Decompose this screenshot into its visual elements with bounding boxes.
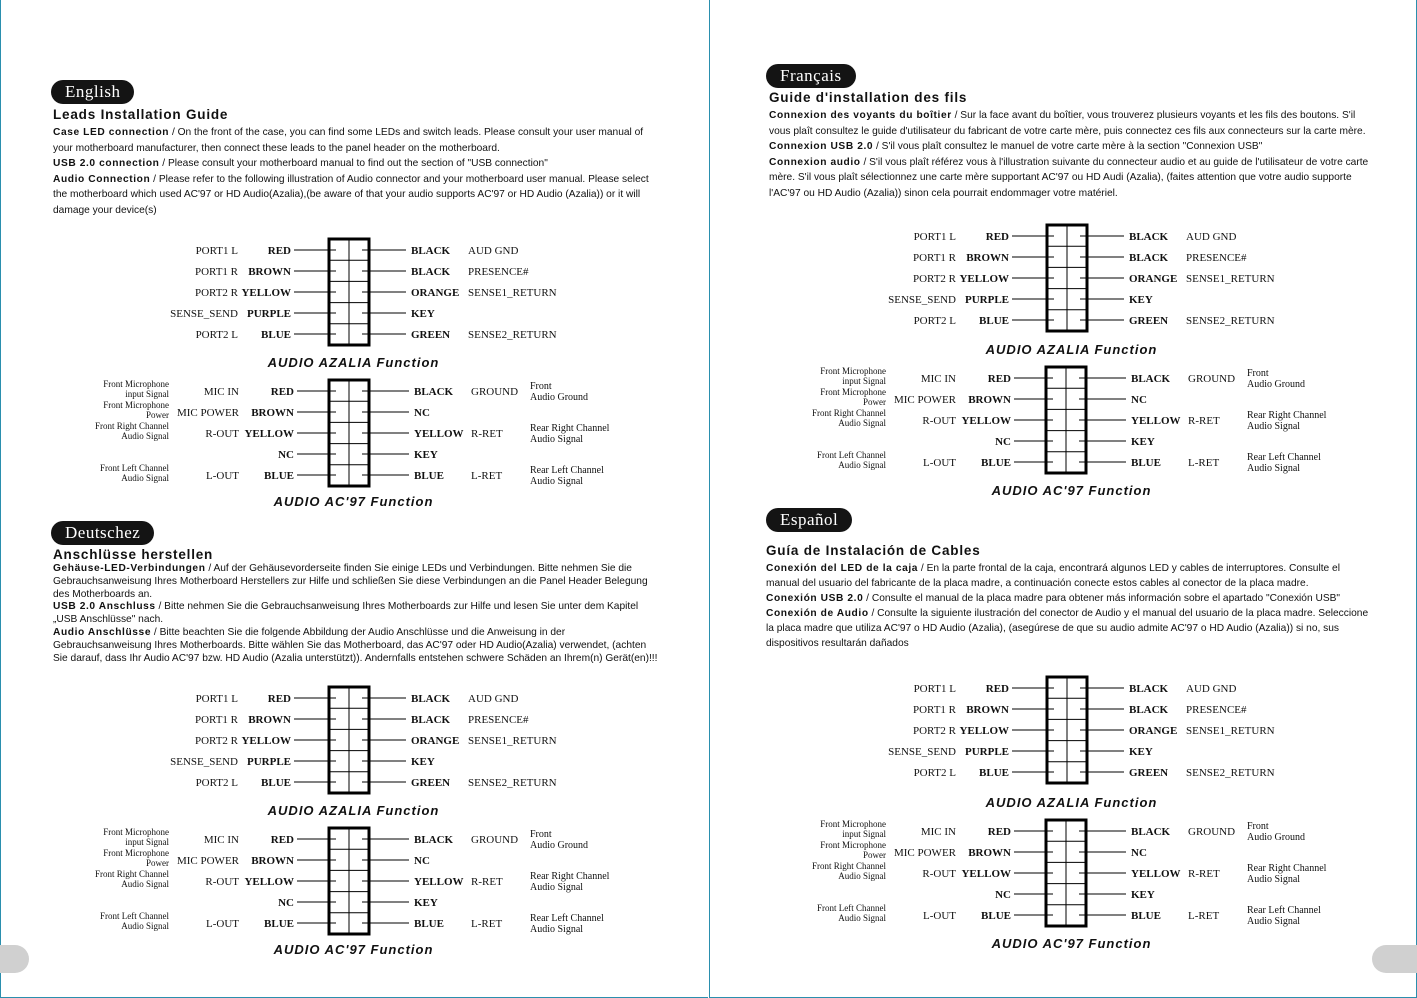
pin-description: Front Microphone (103, 827, 169, 837)
port-label: PORT1 R (912, 704, 956, 716)
port-label: MIC POWER (176, 407, 239, 419)
wire-color-right: BLACK (1129, 683, 1169, 695)
page-number-tab (0, 945, 29, 973)
pin-description: Audio Signal (838, 913, 886, 923)
section-label-english: English (51, 80, 134, 104)
wire-color-right: BLACK (414, 834, 454, 846)
wire-color-left: BLUE (981, 910, 1011, 922)
wire-color-right: GREEN (411, 777, 451, 789)
deutsch-para-led (53, 563, 659, 601)
pin-description: Audio Signal (530, 882, 584, 893)
port-label: SENSE_SEND (170, 308, 238, 320)
para-head: Conexión USB 2.0 (766, 593, 864, 604)
pin-description: Rear Right Channel (1247, 410, 1327, 421)
signal-label: SENSE2_RETURN (1186, 767, 1275, 779)
section-label-espanol: Español (766, 508, 852, 532)
ac97-diagram (778, 365, 1327, 485)
signal-label: SENSE1_RETURN (1186, 725, 1275, 737)
wire-color-right: BLACK (414, 386, 454, 398)
azalia-diagram (166, 685, 686, 805)
para-head: Case LED connection (53, 127, 170, 138)
deutsch-para-audio (53, 627, 659, 665)
port-label: PORT1 L (913, 231, 956, 243)
port-label: PORT1 L (195, 693, 238, 705)
wire-color-right: KEY (1129, 746, 1153, 758)
wire-color-left: NC (278, 449, 294, 461)
wire-color-left: YELLOW (959, 273, 1009, 285)
pin-description: Front Left Channel (100, 463, 169, 473)
section-title-english: Leads Installation Guide (53, 107, 229, 122)
signal-label: GROUND (471, 386, 519, 398)
port-label: PORT2 R (194, 735, 238, 747)
wire-color-left: NC (995, 436, 1011, 448)
signal-label: SENSE1_RETURN (1186, 273, 1275, 285)
pin-description: Power (863, 850, 886, 860)
port-label: L-OUT (923, 910, 956, 922)
signal-label: L-RET (1188, 910, 1220, 922)
wire-color-left: YELLOW (961, 868, 1011, 880)
pin-description: Audio Signal (1247, 874, 1301, 885)
port-label: R-OUT (205, 428, 239, 440)
wire-color-left: YELLOW (961, 415, 1011, 427)
pin-description: Front Right Channel (95, 869, 169, 879)
wire-color-left: BROWN (966, 704, 1009, 716)
wire-color-right: BLACK (1131, 826, 1171, 838)
pin-description: Front Left Channel (100, 911, 169, 921)
wire-color-right: BLACK (1129, 704, 1169, 716)
port-label: L-OUT (206, 470, 239, 482)
signal-label: PRESENCE# (1186, 704, 1247, 716)
signal-label: GROUND (1188, 826, 1236, 838)
espanol-para-audio (766, 606, 1372, 651)
ac97-caption: AUDIO AC'97 Function (273, 494, 434, 509)
pin-description: Power (863, 397, 886, 407)
para-body: / Bitte nehmen Sie die Gebrauchsanweisung Ihres Motherboards zur Hilfe und lesen Sie unter dem Kapitel „USB Anschlüsse" nach. (53, 601, 639, 626)
wire-color-right: NC (1131, 394, 1147, 406)
wire-color-left: BROWN (966, 252, 1009, 264)
left-page (0, 0, 708, 998)
para-head: Conexión del LED de la caja (766, 563, 919, 574)
wire-color-right: YELLOW (414, 876, 464, 888)
wire-color-right: ORANGE (411, 735, 460, 747)
espanol-para-led (766, 561, 1372, 591)
pin-description: Audio Signal (838, 418, 886, 428)
port-label: MIC IN (920, 826, 956, 838)
wire-color-left: YELLOW (241, 735, 291, 747)
para-head: Conexión de Audio (766, 608, 869, 619)
ac97-diagram (778, 818, 1327, 938)
wire-color-right: ORANGE (411, 287, 460, 299)
port-label: R-OUT (205, 876, 239, 888)
pin-description: Front Left Channel (817, 450, 886, 460)
pin-description: Front Microphone (820, 366, 886, 376)
wire-color-right: KEY (1131, 436, 1155, 448)
ac97-svg (778, 365, 1358, 485)
wire-color-left: BLUE (261, 329, 291, 341)
wire-color-left: RED (987, 373, 1011, 385)
azalia-diagram (884, 223, 1404, 343)
pin-description: Front Microphone (103, 848, 169, 858)
pin-description: Audio Signal (121, 431, 169, 441)
section-title-deutsch: Anschlüsse herstellen (53, 547, 214, 562)
azalia-diagram (166, 237, 686, 357)
azalia-svg (166, 237, 686, 357)
wire-color-right: KEY (411, 308, 435, 320)
ac97-caption: AUDIO AC'97 Function (991, 483, 1152, 498)
port-label: PORT1 R (194, 714, 238, 726)
port-label: PORT2 L (913, 315, 956, 327)
wire-color-right: YELLOW (1131, 868, 1181, 880)
pin-description: Rear Right Channel (530, 423, 610, 434)
wire-color-left: RED (987, 826, 1011, 838)
right-page (709, 0, 1417, 998)
english-para-case-led (53, 125, 653, 156)
para-body: / En la parte frontal de la caja, encontrará algunos LED y cables de interruptores. Consulte el manual del usuario del fabricante de la placa madre, a continuación conecte estos cables al conector de la placa madre. (766, 563, 1340, 589)
para-head: Audio Anschlüsse (53, 626, 152, 638)
espanol-para-usb (766, 591, 1372, 606)
pin-description: Front Microphone (820, 840, 886, 850)
pin-description: Audio Signal (121, 473, 169, 483)
port-label: SENSE_SEND (888, 294, 956, 306)
wire-color-right: KEY (1129, 294, 1153, 306)
pin-description: Front Right Channel (95, 421, 169, 431)
pin-description: Audio Signal (838, 460, 886, 470)
para-head: Connexion audio (769, 156, 861, 168)
wire-color-left: BROWN (251, 855, 294, 867)
port-label: SENSE_SEND (170, 756, 238, 768)
wire-color-right: GREEN (1129, 767, 1169, 779)
pin-description: Audio Signal (121, 921, 169, 931)
signal-label: PRESENCE# (468, 266, 529, 278)
wire-color-left: RED (985, 683, 1009, 695)
signal-label: PRESENCE# (1186, 252, 1247, 264)
wire-color-left: YELLOW (244, 876, 294, 888)
pin-description: Front (530, 381, 552, 392)
wire-color-left: BROWN (968, 847, 1011, 859)
pin-description: Audio Signal (530, 476, 584, 487)
para-body: / Consulte la siguiente ilustración del conector de Audio y el manual del usuario de la placa madre. Seleccione la placa madre que utiliza AC'97 o HD Audio (Azalia), (asegúrese de que su audio admite AC'97 o HD Audio (Azalia)) si no, sus dispositivos resultarán dañados (766, 608, 1369, 649)
port-label: R-OUT (922, 868, 956, 880)
para-body: / Sur la face avant du boîtier, vous trouverez plusieurs voyants et les fils des boutons. S'il vous plaît consultez le guide d'utilisateur du fabricant de votre carte mère, puis connectez ces fils aux connecteurs sur la carte mère. (769, 110, 1366, 137)
wire-color-left: PURPLE (965, 294, 1009, 306)
pin-description: input Signal (842, 829, 886, 839)
pin-description: Front Microphone (103, 400, 169, 410)
francais-para-audio (769, 155, 1369, 202)
pin-description: Front Microphone (820, 387, 886, 397)
port-label: MIC POWER (176, 855, 239, 867)
pin-description: Rear Left Channel (530, 465, 604, 476)
port-label: PORT2 L (195, 777, 238, 789)
pin-description: Audio Signal (530, 434, 584, 445)
para-body: / Please refer to the following illustration of Audio connector and your motherboard user manual. Please select the motherboard which used AC'97 or HD Audio(Azalia),(be aware of that your audio supports AC'97 or HD Audio (Azalia)) or it will damage your device(s) (53, 173, 649, 216)
wire-color-right: BLACK (411, 714, 451, 726)
signal-label: L-RET (471, 470, 503, 482)
port-label: PORT2 R (912, 273, 956, 285)
port-label: SENSE_SEND (888, 746, 956, 758)
wire-color-left: YELLOW (241, 287, 291, 299)
wire-color-right: KEY (414, 449, 438, 461)
wire-color-right: BLACK (411, 266, 451, 278)
wire-color-right: KEY (414, 897, 438, 909)
wire-color-left: PURPLE (965, 746, 1009, 758)
azalia-svg (884, 675, 1404, 795)
port-label: MIC POWER (893, 847, 956, 859)
wire-color-left: BROWN (968, 394, 1011, 406)
signal-label: SENSE2_RETURN (468, 777, 557, 789)
wire-color-left: BLUE (264, 470, 294, 482)
pin-description: input Signal (842, 376, 886, 386)
pin-description: Power (146, 858, 169, 868)
deutsch-body (53, 563, 659, 665)
wire-color-left: RED (270, 834, 294, 846)
wire-color-right: BLACK (411, 245, 451, 257)
pin-description: Audio Signal (1247, 421, 1301, 432)
signal-label: SENSE2_RETURN (1186, 315, 1275, 327)
wire-color-left: RED (985, 231, 1009, 243)
wire-color-right: KEY (1131, 889, 1155, 901)
pin-description: Power (146, 410, 169, 420)
wire-color-right: BLUE (1131, 457, 1161, 469)
para-head: Connexion USB 2.0 (769, 141, 874, 153)
wire-color-right: GREEN (1129, 315, 1169, 327)
para-body: / On the front of the case, you can find some LEDs and switch leads. Please consult your user manual of your motherboard manufacturer, then connect these leads to the panel header on the motherboard. (53, 127, 644, 154)
wire-color-right: NC (1131, 847, 1147, 859)
page-number-tab (1372, 945, 1417, 973)
pin-description: Audio Ground (1247, 832, 1306, 843)
pin-description: Audio Signal (530, 924, 584, 935)
pin-description: Audio Signal (1247, 463, 1301, 474)
signal-label: R-RET (1188, 868, 1220, 880)
pin-description: input Signal (125, 389, 169, 399)
pin-description: input Signal (125, 837, 169, 847)
wire-color-left: NC (995, 889, 1011, 901)
section-label-deutsch: Deutschez (51, 521, 154, 545)
para-body: / S'il vous plaît référez vous à l'illustration suivante du connecteur audio et au guide de l'utilisateur de votre carte mère. S'il vous plaît sélectionnez une carte mère supportant AC'97 ou HD Audi (Azalia), (faites attention que votre audio supporte l'AC'97 ou HD Audio (Azalia)) sinon cela pourrait endommager votre matériel. (769, 156, 1369, 199)
azalia-caption: AUDIO AZALIA Function (267, 803, 440, 818)
wire-color-left: BLUE (264, 918, 294, 930)
section-title-espanol: Guía de Instalación de Cables (766, 543, 981, 558)
port-label: PORT2 R (194, 287, 238, 299)
pin-description: Front (1247, 821, 1269, 832)
port-label: PORT1 L (195, 245, 238, 257)
pin-description: Audio Ground (1247, 379, 1306, 390)
port-label: PORT1 R (194, 266, 238, 278)
pin-description: Audio Signal (1247, 916, 1301, 927)
francais-para-led (769, 108, 1369, 139)
ac97-svg (778, 818, 1358, 938)
port-label: MIC IN (920, 373, 956, 385)
pin-description: Audio Signal (121, 879, 169, 889)
azalia-caption: AUDIO AZALIA Function (985, 795, 1158, 810)
azalia-diagram (884, 675, 1404, 795)
wire-color-left: PURPLE (247, 756, 291, 768)
para-body: / Auf der Gehäusevorderseite finden Sie einige LEDs und Verbindungen. Bitte nehmen Sie die Gebrauchsanweisung Ihres Motherboard Herstellers zur Hilfe und schließen Sie diese Verbindungen an die Panel Header Belegung des Motherboards an. (53, 563, 648, 600)
wire-color-right: NC (414, 855, 430, 867)
wire-color-left: BLUE (979, 767, 1009, 779)
para-body: / Please consult your motherboard manual to find out the section of "USB connection" (159, 158, 548, 170)
wire-color-right: ORANGE (1129, 273, 1178, 285)
pin-description: Rear Right Channel (530, 871, 610, 882)
azalia-svg (166, 685, 686, 805)
wire-color-right: BLACK (1129, 252, 1169, 264)
section-label-francais: Français (766, 64, 856, 88)
section-title-francais: Guide d'installation des fils (769, 90, 968, 105)
para-head: Connexion des voyants du boîtier (769, 110, 952, 121)
wire-color-right: ORANGE (1129, 725, 1178, 737)
port-label: PORT1 R (912, 252, 956, 264)
port-label: PORT2 L (913, 767, 956, 779)
wire-color-left: RED (270, 386, 294, 398)
pin-description: Audio Signal (838, 871, 886, 881)
pin-description: Audio Ground (530, 840, 589, 851)
pin-description: Front (1247, 368, 1269, 379)
para-head: USB 2.0 connection (53, 158, 160, 170)
wire-color-left: YELLOW (244, 428, 294, 440)
para-body: / S'il vous plaît consultez le manuel de votre carte mère à la section "Connexion USB" (873, 141, 1263, 153)
signal-label: R-RET (1188, 415, 1220, 427)
signal-label: R-RET (471, 428, 503, 440)
francais-body (769, 108, 1369, 202)
wire-color-left: RED (267, 245, 291, 257)
pin-description: Front (530, 829, 552, 840)
wire-color-right: BLUE (414, 918, 444, 930)
ac97-caption: AUDIO AC'97 Function (991, 936, 1152, 951)
port-label: PORT2 L (195, 329, 238, 341)
signal-label: GROUND (471, 834, 519, 846)
port-label: L-OUT (206, 918, 239, 930)
signal-label: SENSE2_RETURN (468, 329, 557, 341)
wire-color-right: GREEN (411, 329, 451, 341)
wire-color-right: YELLOW (414, 428, 464, 440)
signal-label: GROUND (1188, 373, 1236, 385)
para-head: Gehäuse-LED-Verbindungen (53, 563, 206, 574)
port-label: R-OUT (922, 415, 956, 427)
wire-color-left: BLUE (981, 457, 1011, 469)
wire-color-right: BLACK (1129, 231, 1169, 243)
ac97-svg (61, 378, 641, 498)
signal-label: AUD GND (468, 693, 519, 705)
port-label: L-OUT (923, 457, 956, 469)
pin-description: Front Right Channel (812, 408, 886, 418)
port-label: MIC IN (203, 834, 239, 846)
ac97-svg (61, 826, 641, 946)
signal-label: R-RET (471, 876, 503, 888)
english-para-audio (53, 172, 653, 219)
pin-description: Rear Left Channel (1247, 452, 1321, 463)
wire-color-left: RED (267, 693, 291, 705)
port-label: PORT1 L (913, 683, 956, 695)
english-body (53, 125, 653, 219)
wire-color-left: NC (278, 897, 294, 909)
wire-color-right: YELLOW (1131, 415, 1181, 427)
pin-description: Rear Right Channel (1247, 863, 1327, 874)
signal-label: L-RET (471, 918, 503, 930)
signal-label: L-RET (1188, 457, 1220, 469)
para-head: USB 2.0 Anschluss (53, 601, 156, 613)
signal-label: SENSE1_RETURN (468, 735, 557, 747)
para-body: / Bitte beachten Sie die folgende Abbildung der Audio Anschlüsse und die Anweisung in der Gebrauchsanweisung Ihres Motherboards. Bitte wählen Sie das Motherboard, das AC'97 oder HD Audio(Azalia) verwendet, (achten Sie darauf, dass Ihr Audio AC'97 bzw. HD Audio (Azalia unterstützt)). Andernfalls entstehen schwere Schäden an Ihrem(n) Gerät(en)!!! (53, 626, 658, 664)
pin-description: Rear Left Channel (530, 913, 604, 924)
ac97-caption: AUDIO AC'97 Function (273, 942, 434, 957)
wire-color-left: BROWN (248, 266, 291, 278)
wire-color-left: BLUE (979, 315, 1009, 327)
port-label: MIC IN (203, 386, 239, 398)
pin-description: Front Microphone (820, 819, 886, 829)
pin-description: Front Right Channel (812, 861, 886, 871)
azalia-caption: AUDIO AZALIA Function (267, 355, 440, 370)
para-head: Audio Connection (53, 173, 151, 185)
signal-label: AUD GND (1186, 231, 1237, 243)
port-label: MIC POWER (893, 394, 956, 406)
deutsch-para-usb (53, 601, 659, 627)
english-para-usb (53, 156, 653, 172)
wire-color-right: BLACK (1131, 373, 1171, 385)
azalia-caption: AUDIO AZALIA Function (985, 342, 1158, 357)
wire-color-left: BROWN (251, 407, 294, 419)
wire-color-left: YELLOW (959, 725, 1009, 737)
wire-color-right: NC (414, 407, 430, 419)
para-body: / Consulte el manual de la placa madre para obtener más información sobre el apartado "Conexión USB" (863, 593, 1341, 604)
wire-color-right: KEY (411, 756, 435, 768)
pin-description: Rear Left Channel (1247, 905, 1321, 916)
pin-description: Front Microphone (103, 379, 169, 389)
wire-color-right: BLUE (1131, 910, 1161, 922)
pin-description: Audio Ground (530, 392, 589, 403)
port-label: PORT2 R (912, 725, 956, 737)
wire-color-left: BROWN (248, 714, 291, 726)
signal-label: AUD GND (468, 245, 519, 257)
wire-color-right: BLACK (411, 693, 451, 705)
azalia-svg (884, 223, 1404, 343)
espanol-body (766, 561, 1372, 651)
wire-color-left: BLUE (261, 777, 291, 789)
signal-label: SENSE1_RETURN (468, 287, 557, 299)
pin-description: Front Left Channel (817, 903, 886, 913)
signal-label: PRESENCE# (468, 714, 529, 726)
ac97-diagram (61, 378, 610, 498)
wire-color-left: PURPLE (247, 308, 291, 320)
signal-label: AUD GND (1186, 683, 1237, 695)
wire-color-right: BLUE (414, 470, 444, 482)
francais-para-usb (769, 139, 1369, 155)
ac97-diagram (61, 826, 610, 946)
